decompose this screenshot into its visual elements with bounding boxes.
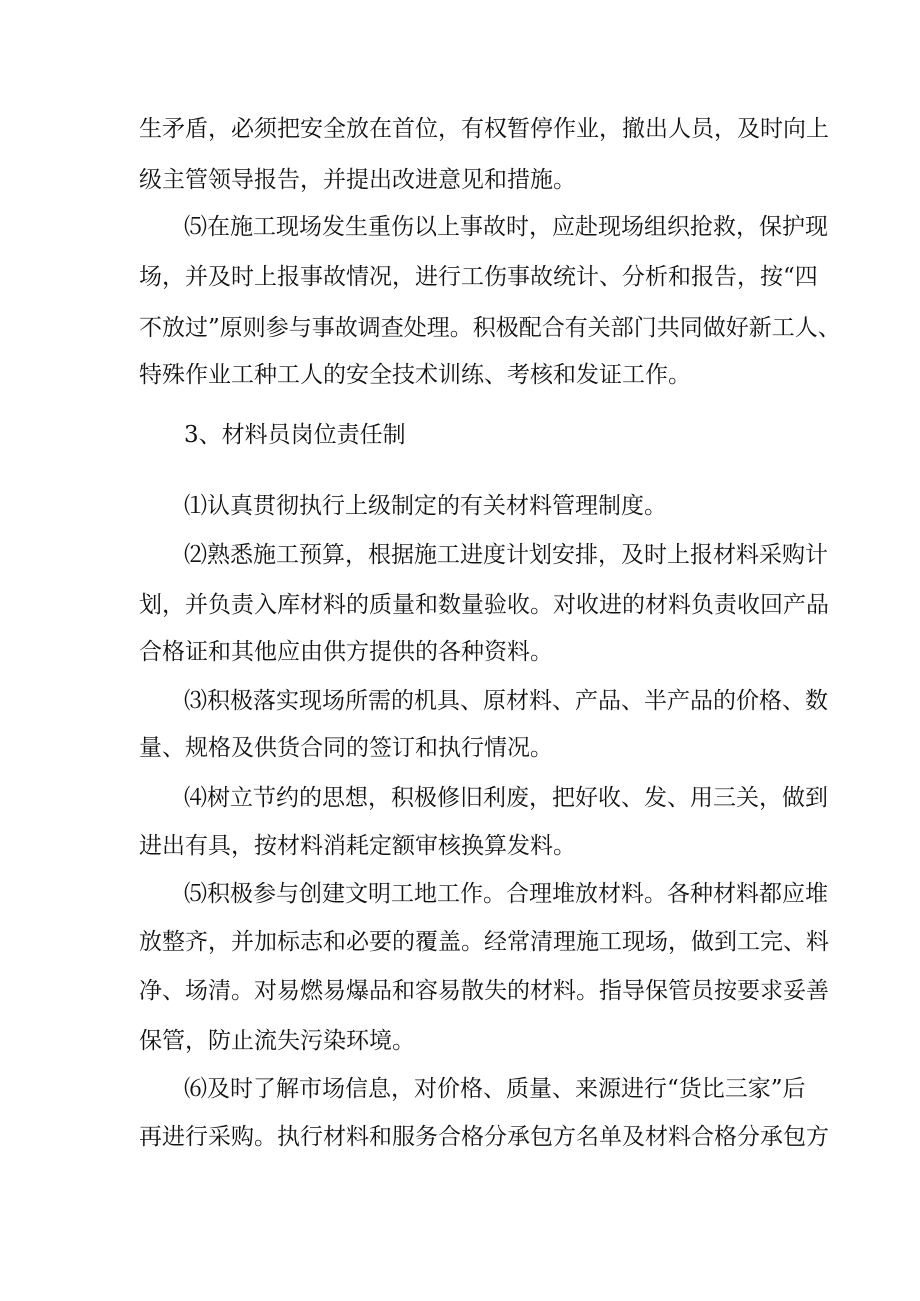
text-line: 级主管领导报告，并提出改进意见和措施。 [139,167,576,193]
text-line: 特殊作业工种工人的安全技术训练、考核和发证工作。 [139,362,691,388]
text-line: 放整齐，并加标志和必要的覆盖。经常清理施工现场，做到工完、料 [139,929,829,955]
text-line: ⑸在施工现场发生重伤以上事故时，应赴现场组织抢救，保护现 [184,214,828,240]
text-line: ⑶积极落实现场所需的机具、原材料、产品、半产品的价格、数 [184,688,828,714]
text-line: ⑹及时了解市场信息，对价格、质量、来源进行“货比三家”后 [184,1076,806,1102]
text-line: 进出有具，按材料消耗定额审核换算发料。 [139,833,576,859]
text-line: ⑵熟悉施工预算，根据施工进度计划安排，及时上报材料采购计 [184,542,828,568]
text-line: 不放过”原则参与事故调查处理。积极配合有关部门共同做好新工人、 [139,315,841,341]
text-line: ⑸积极参与创建文明工地工作。合理堆放材料。各种材料都应堆 [184,881,828,907]
text-line: 量、规格及供货合同的签订和执行情况。 [139,735,553,761]
text-line: 场，并及时上报事故情况，进行工伤事故统计、分析和报告，按“四 [139,264,818,290]
text-line: 再进行采购。执行材料和服务合格分承包方名单及材料合格分承包方 [139,1124,829,1150]
text-line: 划，并负责入库材料的质量和数量验收。对收进的材料负责收回产品 [139,592,829,618]
section-heading: 3、材料员岗位责任制 [184,422,406,448]
text-line: 净、场清。对易燃易爆品和容易散失的材料。指导保管员按要求妥善 [139,978,829,1004]
text-line: ⑷树立节约的思想，积极修旧利废，把好收、发、用三关，做到 [184,785,828,811]
text-line: 保管，防止流失污染环境。 [139,1028,415,1054]
text-line: 生矛盾，必须把安全放在首位，有权暂停作业，撤出人员，及时向上 [139,116,829,142]
text-line: ⑴认真贯彻执行上级制定的有关材料管理制度。 [184,493,667,519]
text-line: 合格证和其他应由供方提供的各种资料。 [139,639,553,665]
